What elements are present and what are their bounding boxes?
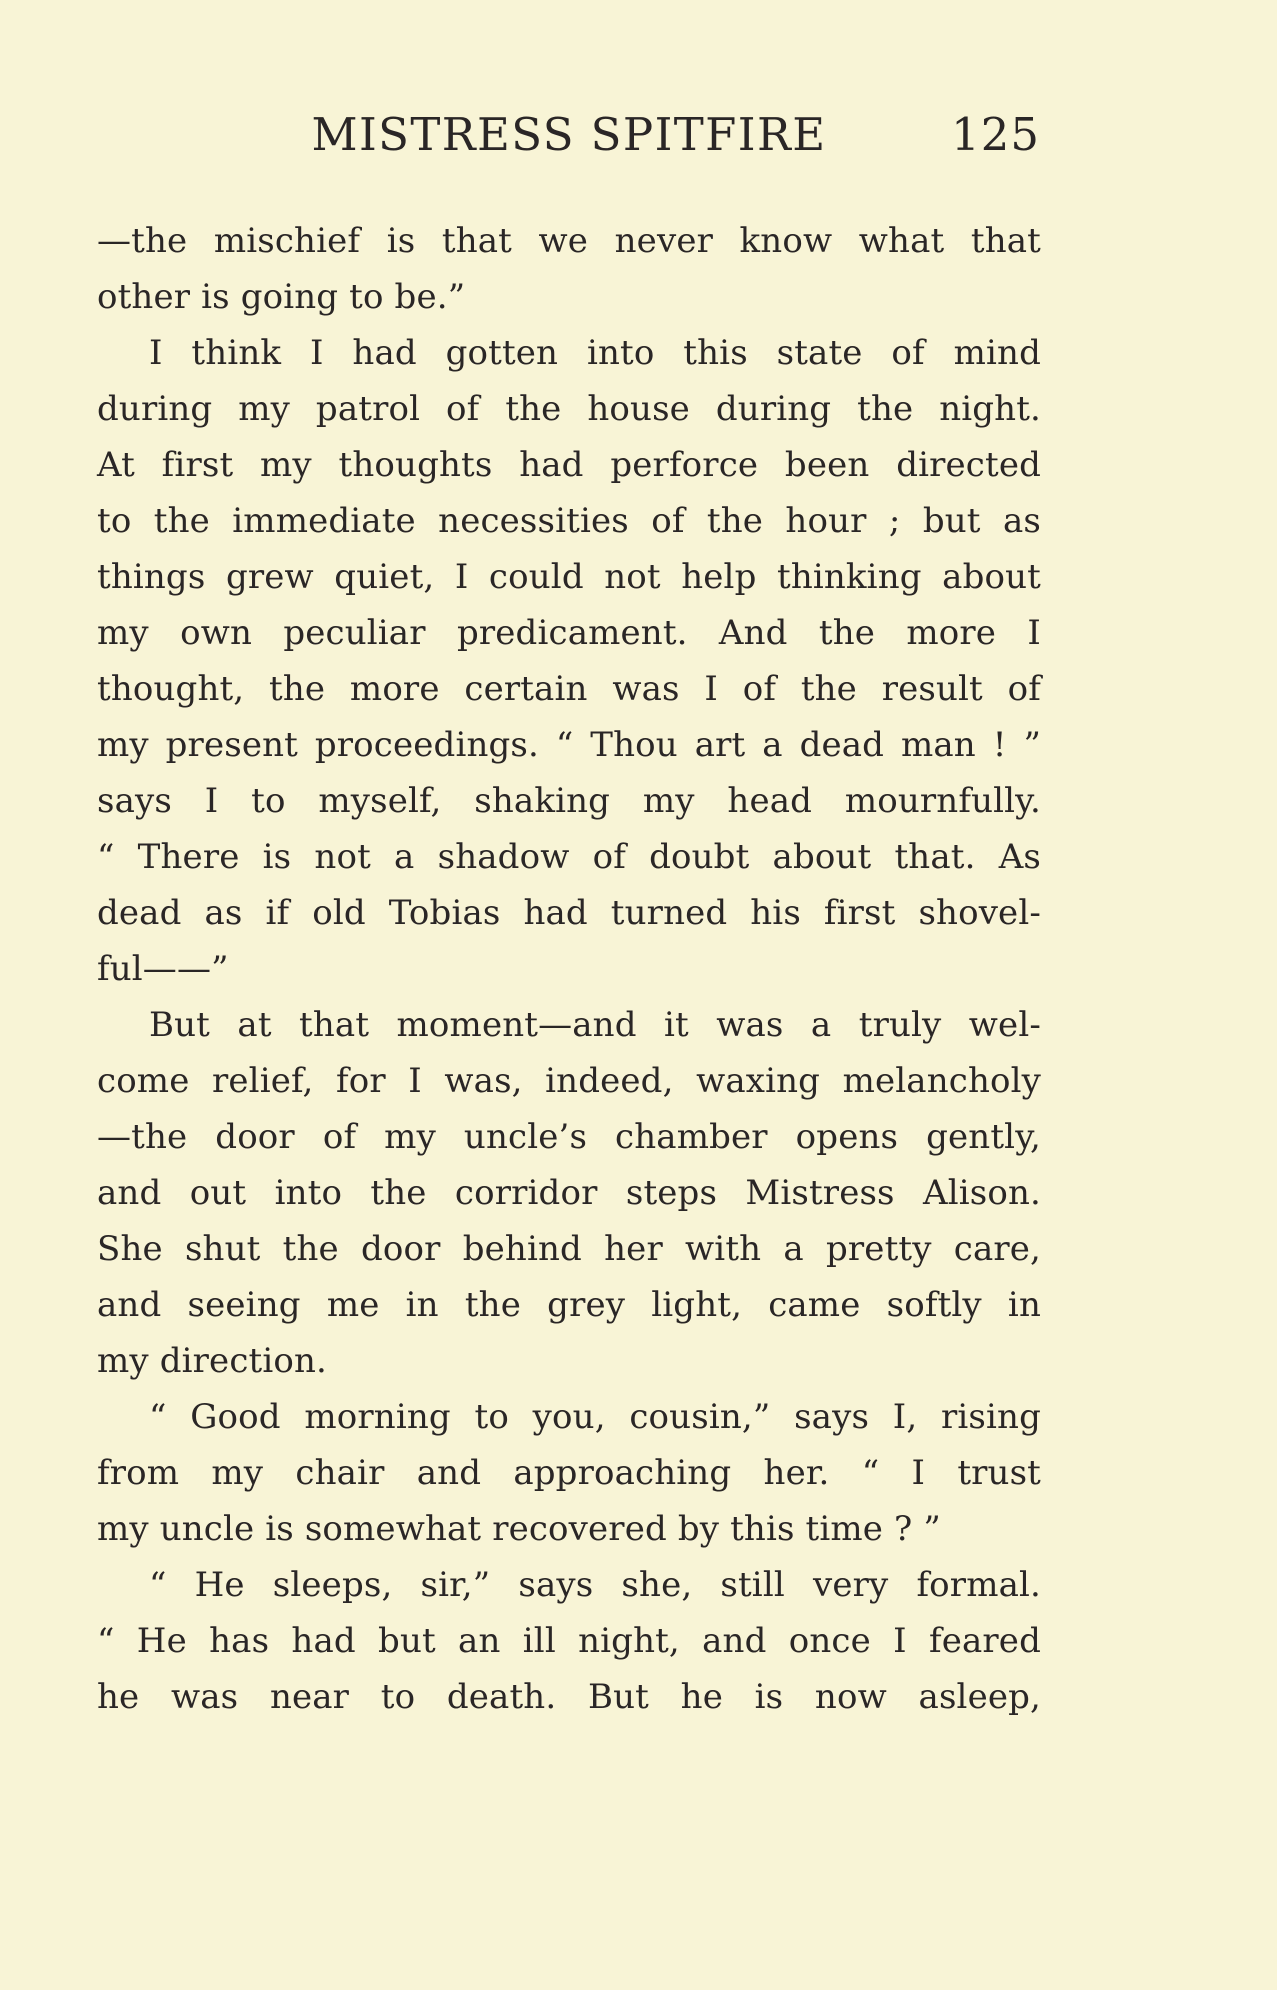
text-line: “ Good morning to you, cousin,” says I, rising (149, 1397, 1041, 1437)
text-line: during my patrol of the house during the night. (97, 389, 1041, 429)
text-line: my uncle is somewhat recovered by this time ? ” (97, 1509, 941, 1549)
text-line: dead as if old Tobias had turned his first shovel- (97, 893, 1041, 933)
text-line: —the door of my uncle’s chamber opens gently, (97, 1117, 1041, 1157)
text-line: She shut the door behind her with a pretty care, (97, 1229, 1041, 1269)
text-line: says I to myself, shaking my head mournfully. (97, 781, 1041, 821)
text-line: my present proceedings. “ Thou art a dead man ! ” (97, 725, 1041, 765)
text-line: and seeing me in the grey light, came softly in (97, 1285, 1041, 1325)
text-line: I think I had gotten into this state of mind (149, 333, 1041, 373)
text-line: from my chair and approaching her. “ I trust (97, 1453, 1041, 1493)
page-number: 125 (951, 108, 1040, 161)
text-line: But at that moment—and it was a truly wel- (149, 1005, 1041, 1045)
text-line: he was near to death. But he is now asleep, (97, 1677, 1041, 1717)
text-line: and out into the corridor steps Mistress Alison. (97, 1173, 1041, 1213)
running-title: MISTRESS SPITFIRE (311, 108, 827, 161)
text-line: At first my thoughts had perforce been directed (97, 445, 1041, 485)
text-line: things grew quiet, I could not help thinking about (97, 557, 1041, 597)
text-line: thought, the more certain was I of the result of (97, 669, 1041, 709)
text-line: ful——” (97, 949, 229, 989)
text-line: “ He sleeps, sir,” says she, still very formal. (149, 1565, 1041, 1605)
text-line: come relief, for I was, indeed, waxing melancholy (97, 1061, 1041, 1101)
body-text (97, 213, 1041, 1725)
text-line: my own peculiar predicament. And the more I (97, 613, 1041, 653)
running-head (97, 107, 1041, 163)
text-line: —the mischief is that we never know what that (97, 221, 1041, 261)
text-line: to the immediate necessities of the hour ; but as (97, 501, 1041, 541)
text-line: “ He has had but an ill night, and once I feared (97, 1621, 1041, 1661)
text-line: “ There is not a shadow of doubt about that. As (97, 837, 1041, 877)
text-line: my direction. (97, 1341, 327, 1381)
text-line: other is going to be.” (97, 277, 466, 317)
